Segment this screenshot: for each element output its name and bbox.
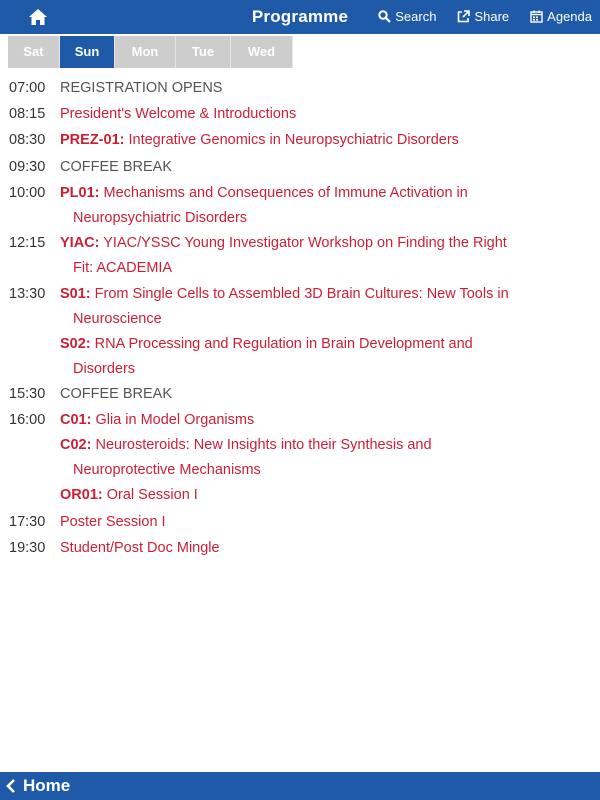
tab-sat[interactable]: Sat [8,36,60,68]
day-tabs [8,36,293,68]
tab-mon[interactable]: Mon [115,36,176,68]
session-title: Integrative Genomics in Neuropsychiatric Disorders [128,132,459,148]
session-item [60,155,510,180]
time-label: 17:30 [9,514,46,530]
session-title: COFFEE BREAK [60,159,172,175]
search-icon [378,10,391,23]
session-code: PREZ-01: [60,132,125,148]
session-link[interactable] [60,282,510,332]
schedule-row [0,510,600,536]
session-title: From Single Cells to Assembled 3D Brain Cultures: New Tools in Neuroscience [73,286,509,327]
schedule-list [0,76,600,562]
session-link[interactable] [60,128,510,153]
back-home-button[interactable] [5,776,70,796]
header-actions [378,9,592,24]
schedule-row [0,102,600,128]
share-label: Share [474,9,510,24]
schedule-row [0,408,600,510]
session-title: Neurosteroids: New Insights into their Synthesis and Neuroprotective Mechanisms [73,437,432,478]
schedule-row [0,536,600,562]
session-code: C01: [60,412,92,428]
session-title: Student/Post Doc Mingle [60,540,220,556]
agenda-button[interactable] [530,9,592,24]
schedule-row [0,282,600,382]
time-label: 12:15 [9,235,46,251]
session-link[interactable] [60,102,510,127]
schedule-row [0,128,600,155]
session-link[interactable] [60,483,510,508]
session-link[interactable] [60,433,510,483]
schedule-row [0,382,600,408]
session-code: PL01: [60,185,100,201]
bottom-bar [0,772,600,800]
session-title: Glia in Model Organisms [95,412,255,428]
share-icon [457,10,470,23]
time-label: 16:00 [9,412,46,428]
session-link[interactable] [60,510,510,535]
time-label: 08:15 [9,106,46,122]
session-title: RNA Processing and Regulation in Brain Development and Disorders [73,336,473,377]
time-label: 15:30 [9,386,46,402]
session-item [60,382,510,407]
session-title: Poster Session I [60,514,166,530]
schedule-row [0,76,600,102]
schedule-row [0,155,600,181]
agenda-label: Agenda [547,9,592,24]
top-bar [0,0,600,34]
search-button[interactable] [378,9,436,24]
session-title: YIAC/YSSC Young Investigator Workshop on Finding the Right Fit: ACADEMIA [73,235,507,276]
session-item [60,76,510,101]
tab-tue[interactable]: Tue [176,36,231,68]
session-title: President's Welcome & Introductions [60,106,297,122]
back-label: Home [23,776,71,795]
session-code: OR01: [60,487,103,503]
time-label: 19:30 [9,540,46,556]
time-label: 13:30 [9,286,46,302]
tab-sun[interactable]: Sun [60,36,115,68]
session-code: C02: [60,437,92,453]
session-code: S01: [60,286,91,302]
time-label: 10:00 [9,185,46,201]
session-link[interactable] [60,231,510,281]
time-label: 08:30 [9,132,46,148]
schedule-row [0,181,600,231]
search-label: Search [395,9,437,24]
time-label: 09:30 [9,159,46,175]
session-title: REGISTRATION OPENS [60,80,223,96]
session-code: S02: [60,336,91,352]
schedule-row [0,231,600,282]
session-link[interactable] [60,181,510,231]
tab-wed[interactable]: Wed [231,36,293,68]
share-button[interactable] [457,9,509,24]
session-link[interactable] [60,408,510,433]
session-title: Oral Session I [106,487,198,503]
session-title: Mechanisms and Consequences of Immune Activation in Neuropsychiatric Disorders [73,185,468,226]
session-link[interactable] [60,332,510,382]
chevron-left-icon [5,778,17,794]
page-title: Programme [251,7,349,26]
calendar-icon [530,10,543,23]
time-label: 07:00 [9,80,46,96]
session-code: YIAC: [60,235,100,251]
session-link[interactable] [60,536,510,561]
session-title: COFFEE BREAK [60,386,172,402]
